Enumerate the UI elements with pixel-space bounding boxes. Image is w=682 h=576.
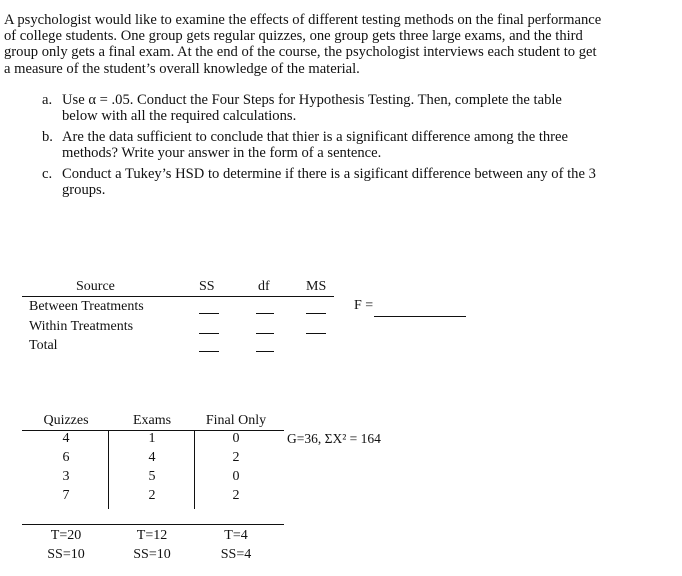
anova-row-total: Total	[29, 338, 58, 353]
within-df-blank[interactable]	[256, 333, 274, 334]
problem-line: a measure of the student’s overall knowledge of the material.	[4, 60, 360, 77]
problem-line: group only gets a final exam. At the end of the course, the psychologist interviews each student to get	[4, 44, 597, 61]
data-cell: 6	[62, 450, 70, 465]
col-header-exams: Exams	[132, 413, 172, 428]
between-df-blank[interactable]	[256, 313, 274, 314]
part-c-line: Conduct a Tukey’s HSD to determine if there is a sigificant difference between any of the 3	[62, 166, 596, 182]
part-b-letter: b.	[42, 129, 53, 145]
problem-paragraph	[4, 12, 680, 77]
column-divider	[194, 431, 195, 509]
data-cell: 1	[148, 431, 156, 446]
data-cell: 3	[62, 469, 70, 484]
data-cell: 4	[62, 431, 70, 446]
col-header-final-only: Final Only	[205, 413, 267, 428]
anova-header-source: Source	[76, 279, 115, 294]
data-cell: 2	[232, 488, 240, 503]
within-ss-blank[interactable]	[199, 333, 219, 334]
part-a-line: below with all the required calculations.	[62, 108, 297, 125]
data-cell: 5	[148, 469, 156, 484]
problem-line: of college students. One group gets regular quizzes, one group gets three large exams, and the third	[4, 28, 583, 45]
between-ms-blank[interactable]	[306, 313, 326, 314]
data-cell: 4	[148, 450, 156, 465]
ss-cell: SS=4	[220, 547, 252, 562]
anova-row-within: Within Treatments	[29, 319, 134, 334]
anova-header-ms: MS	[306, 279, 327, 294]
data-cell: 7	[62, 488, 70, 503]
part-b-line: methods? Write your answer in the form of a sentence.	[62, 145, 382, 162]
data-cell: 2	[232, 450, 240, 465]
between-ss-blank[interactable]	[199, 313, 219, 314]
col-header-quizzes: Quizzes	[43, 413, 89, 428]
ss-cell: SS=10	[133, 547, 171, 562]
part-c-line: groups.	[62, 182, 106, 199]
total-cell: T=12	[136, 528, 168, 543]
total-cell: T=20	[50, 528, 82, 543]
column-divider	[108, 431, 109, 509]
f-ratio-label: F =	[354, 298, 374, 313]
part-c-text	[62, 166, 596, 198]
data-cell: 2	[148, 488, 156, 503]
grand-total-summary: G=36, ΣX² = 164	[287, 431, 381, 446]
data-footer-rule	[22, 524, 284, 525]
anova-header-rule	[22, 296, 334, 297]
part-c-letter: c.	[42, 166, 53, 182]
data-cell: 0	[232, 431, 240, 446]
anova-row-between: Between Treatments	[29, 299, 144, 314]
total-cell: T=4	[224, 528, 248, 543]
total-df-blank[interactable]	[256, 351, 274, 352]
anova-header-df: df	[258, 279, 270, 294]
problem-line: A psychologist would like to examine the effects of different testing methods on the final performance	[4, 12, 602, 28]
data-cell: 0	[232, 469, 240, 484]
total-ss-blank[interactable]	[199, 351, 219, 352]
ss-cell: SS=10	[47, 547, 85, 562]
f-ratio-blank[interactable]	[374, 316, 466, 317]
part-a-letter: a.	[42, 92, 53, 108]
part-a-text	[62, 92, 562, 124]
part-b-line: Are the data sufficient to conclude that thier is a significant difference among the three	[62, 129, 568, 145]
part-a-line: Use α = .05. Conduct the Four Steps for Hypothesis Testing. Then, complete the table	[62, 92, 562, 108]
within-ms-blank[interactable]	[306, 333, 326, 334]
part-b-text	[62, 129, 568, 161]
anova-header-ss: SS	[199, 279, 215, 294]
